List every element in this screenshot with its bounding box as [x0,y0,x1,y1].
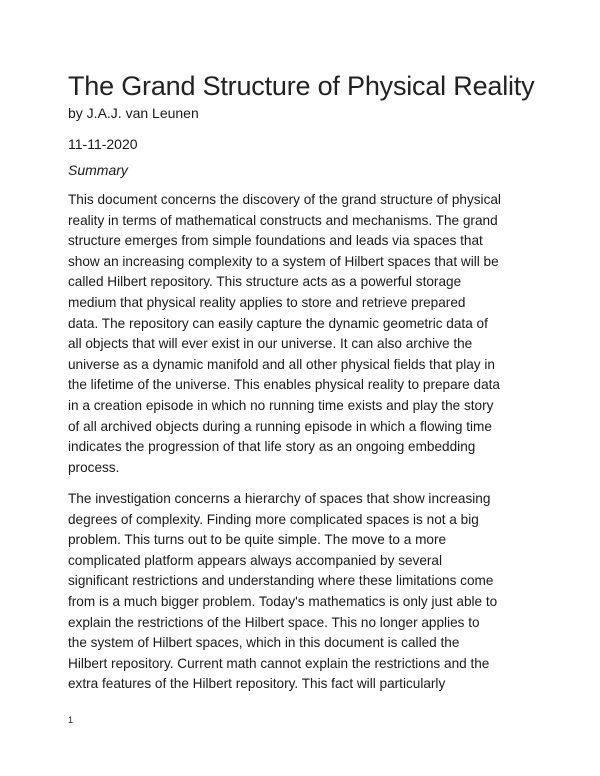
summary-heading: Summary [68,162,128,178]
text-line: structure emerges from simple foundations and leads via spaces that [68,233,483,249]
text-line: reality in terms of mathematical constructs and mechanisms. The grand [68,212,498,228]
text-line: the lifetime of the universe. This enables physical reality to prepare data [68,377,500,393]
text-line: process. [68,459,120,475]
document-date: 11-11-2020 [68,136,138,152]
text-line: significant restrictions and understanding where these limitations come [68,573,494,589]
text-line: This document concerns the discovery of the grand structure of physical [68,192,501,207]
text-line: show an increasing complexity to a system of Hilbert spaces that will be [68,253,499,269]
text-line: universe as a dynamic manifold and all other physical fields that play in [68,356,495,372]
text-line: data. The repository can easily capture the dynamic geometric data of [68,315,488,331]
document-author: by J.A.J. van Leunen [68,105,199,121]
page-number: 1 [68,715,74,725]
text-line: extra features of the Hilbert repository. This fact will particularly [68,676,446,692]
text-line: medium that physical reality applies to store and retrieve prepared [68,294,466,310]
text-line: complicated platform appears always accompanied by several [68,552,443,568]
summary-paragraph-2 [68,489,568,695]
document-title: The Grand Structure of Physical Reality [68,71,535,101]
text-line: The investigation concerns a hierarchy of spaces that show increasing [68,491,491,506]
text-line: of all archived objects during a running episode in which a flowing time [68,418,492,434]
text-line: in a creation episode in which no running time exists and play the story [68,397,494,413]
text-line: all objects that will ever exist in our universe. It can also archive the [68,336,473,352]
summary-paragraph-1 [68,190,568,478]
text-line: called Hilbert repository. This structure acts as a powerful storage [68,274,462,290]
text-line: the system of Hilbert spaces, which in this document is called the [68,635,460,651]
text-line: degrees of complexity. Finding more complicated spaces is not a big [68,511,479,527]
text-line: problem. This turns out to be quite simple. The move to a more [68,532,447,548]
text-line: indicates the progression of that life story as an ongoing embedding [68,439,476,455]
text-line: from is a much bigger problem. Today's mathematics is only just able to [68,593,498,609]
text-line: Hilbert repository. Current math cannot explain the restrictions and the [68,655,490,671]
text-line: explain the restrictions of the Hilbert space. This no longer applies to [68,614,480,630]
